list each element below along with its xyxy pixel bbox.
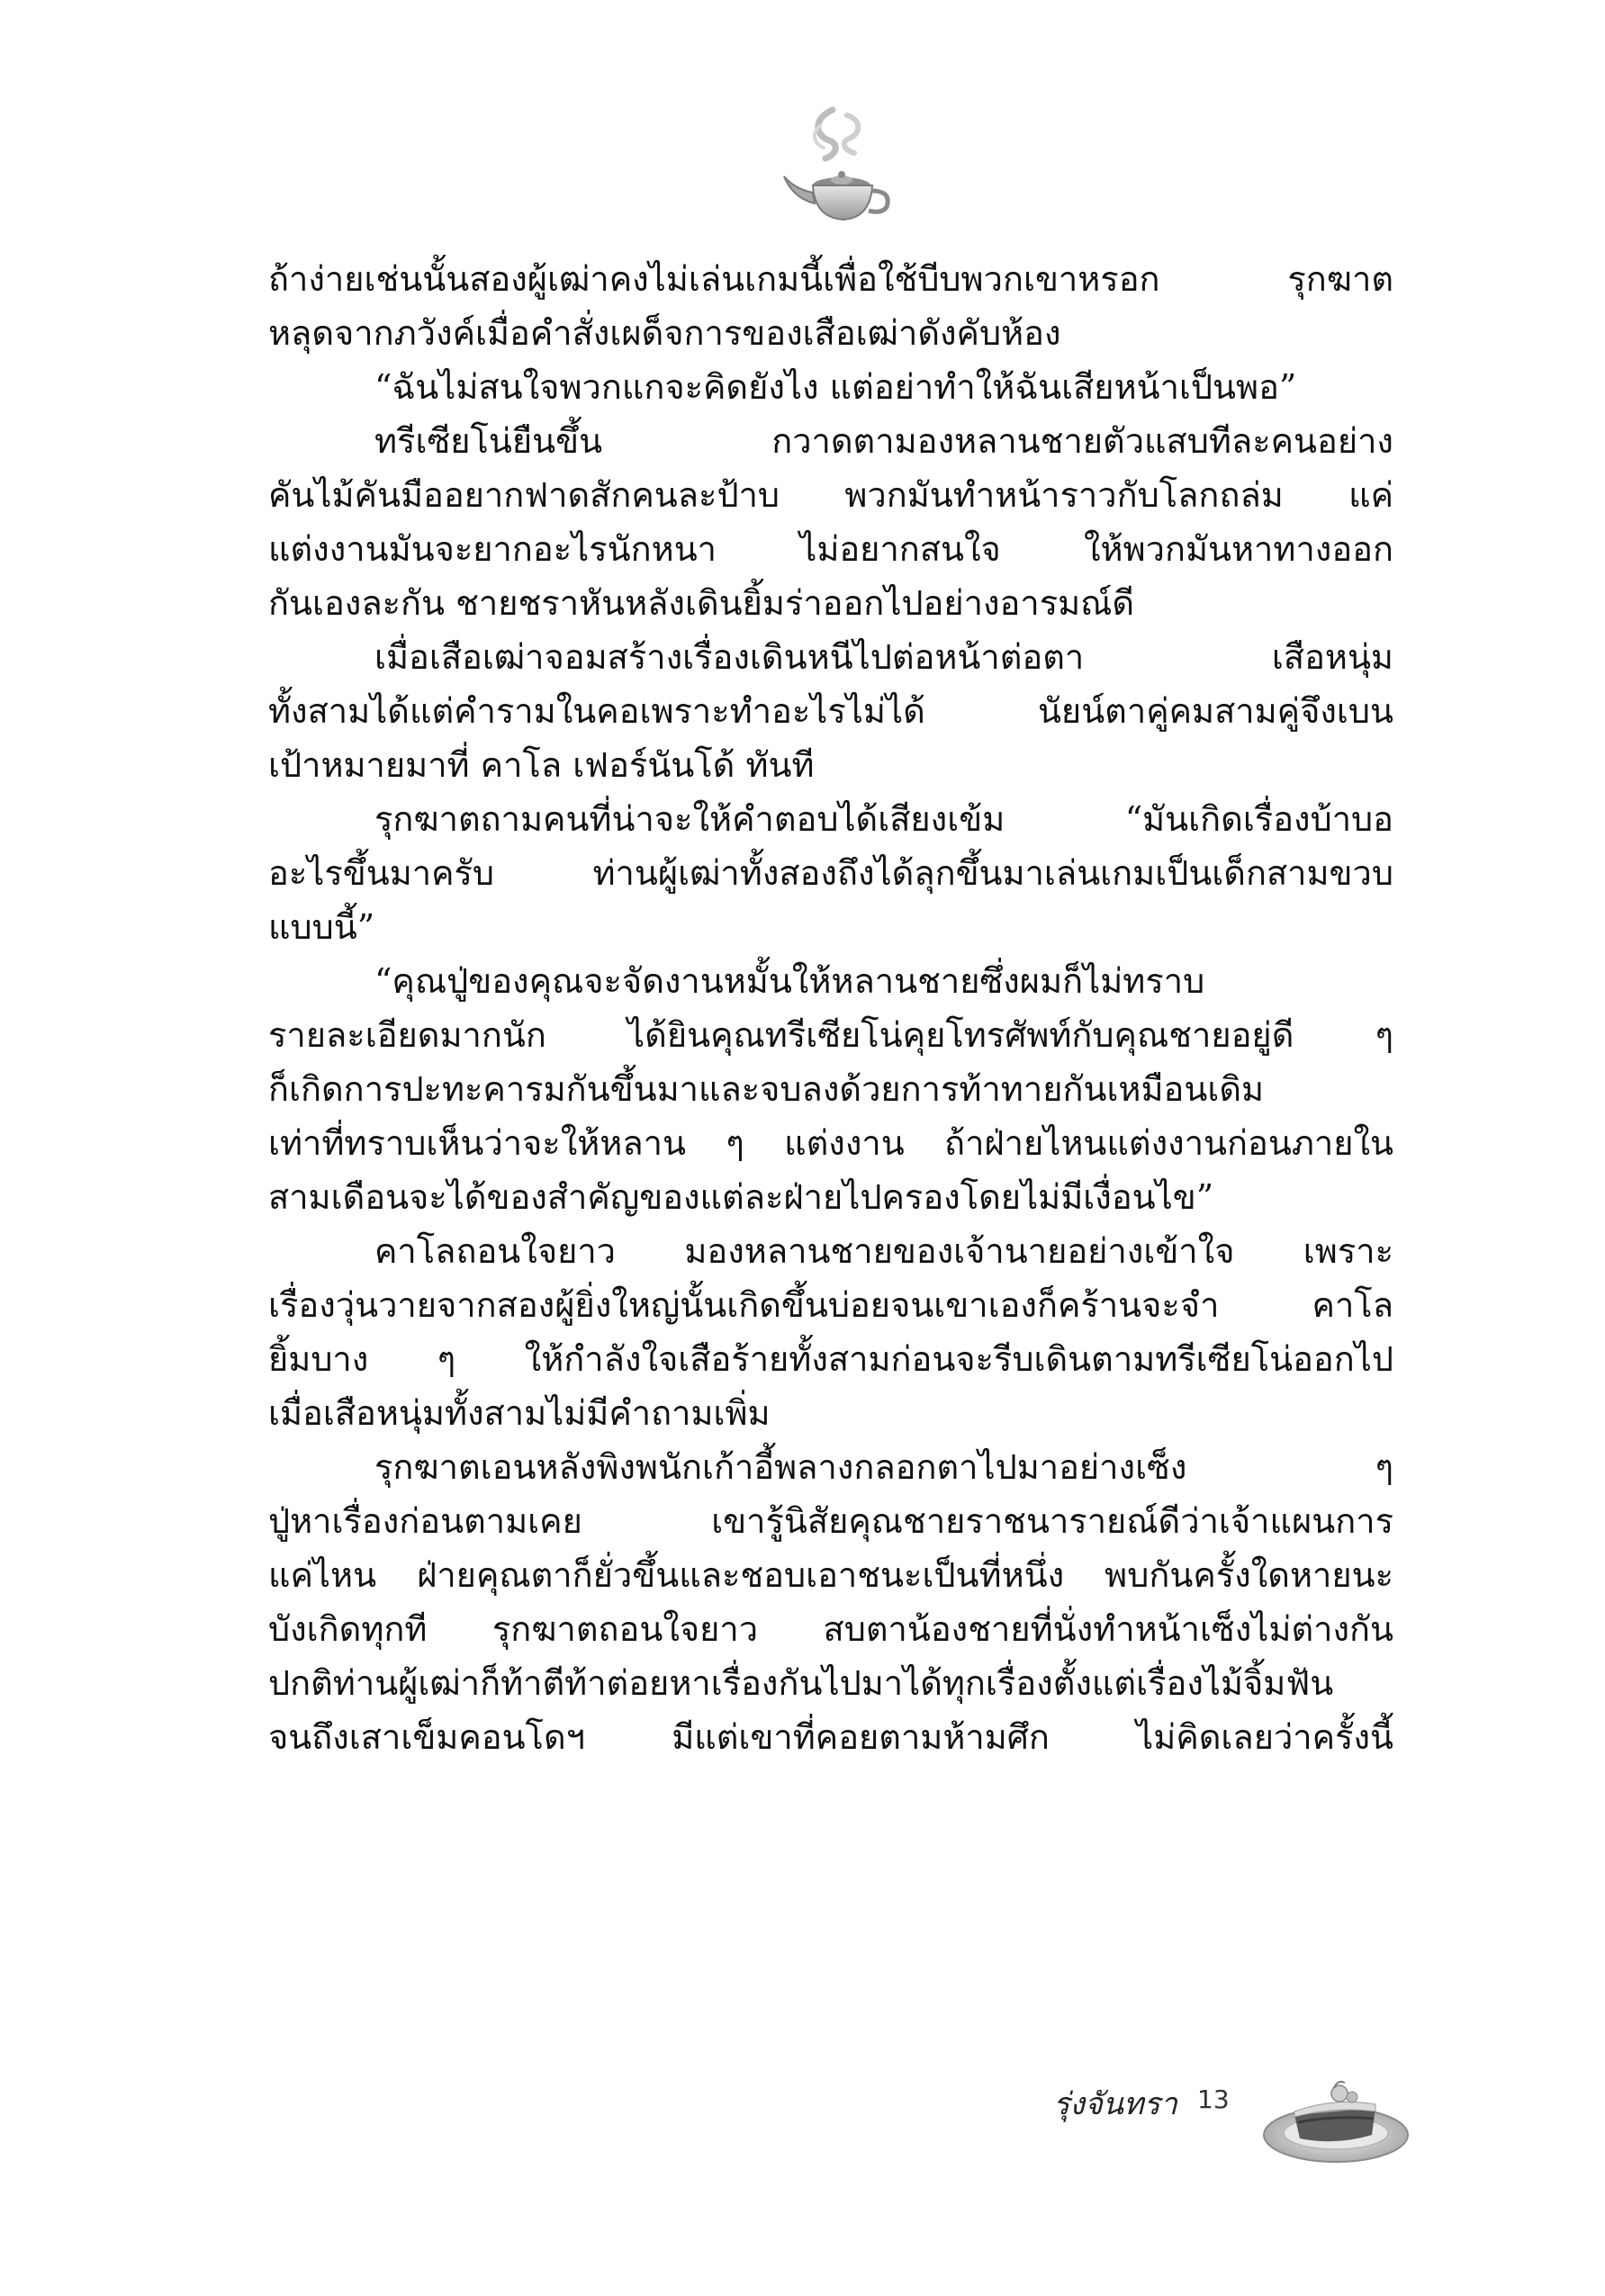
page-number: 13 <box>1197 2084 1230 2114</box>
text-line: เรื่องวุ่นวายจากสองผู้ยิ่งใหญ่นั้นเกิดขึ้นบ่อยจนเขาเองก็คร้านจะจำ คาโล <box>268 1285 1393 1325</box>
text-line: ถ้าง่ายเช่นนั้นสองผู้เฒ่าคงไม่เล่นเกมนี้เพื่อใช้บีบพวกเขาหรอก รุกฆาต <box>268 259 1393 299</box>
text-line: หลุดจากภวังค์เมื่อคำสั่งเผด็จการของเสือเฒ่าดังคับห้อง <box>268 313 1061 353</box>
text-line: สามเดือนจะได้ของสำคัญของแต่ละฝ่ายไปครองโดยไม่มีเงื่อนไข” <box>268 1177 1214 1217</box>
text-line: กันเองละกัน ชายชราหันหลังเดินยิ้มร่าออกไปอย่างอารมณ์ดี <box>268 583 1135 623</box>
text-line: ทั้งสามได้แต่คำรามในคอเพราะทำอะไรไม่ได้ นัยน์ตาคู่คมสามคู่จึงเบน <box>268 691 1393 731</box>
text-line: แค่ไหน ฝ่ายคุณตาก็ยั่วขึ้นและชอบเอาชนะเป็นที่หนึ่ง พบกันครั้งใดหายนะ <box>268 1555 1393 1595</box>
text-line: บังเกิดทุกที รุกฆาตถอนใจยาว สบตาน้องชายที่นั่งทำหน้าเซ็งไม่ต่างกัน <box>268 1609 1393 1649</box>
text-line: เท่าที่ทราบเห็นว่าจะให้หลาน ๆ แต่งงาน ถ้าฝ่ายไหนแต่งงานก่อนภายใน <box>268 1123 1393 1163</box>
text-line: รุกฆาตถามคนที่น่าจะให้คำตอบได้เสียงเข้ม “มันเกิดเรื่องบ้าบอ <box>374 799 1393 839</box>
page-footer <box>1053 2061 1431 2169</box>
text-line: คันไม้คันมืออยากฟาดสักคนละป้าบ พวกมันทำหน้าราวกับโลกถล่ม แค่ <box>268 475 1393 515</box>
text-line: ทรีเซียโน่ยืนขึ้น กวาดตามองหลานชายตัวแสบทีละคนอย่าง <box>374 421 1393 461</box>
text-line: ปู่หาเรื่องก่อนตามเคย เขารู้นิสัยคุณชายราชนารายณ์ดีว่าเจ้าแผนการ <box>268 1501 1393 1541</box>
text-line: เป้าหมายมาที่ คาโล เฟอร์นันโด้ ทันที <box>268 745 815 785</box>
text-line: แต่งงานมันจะยากอะไรนักหนา ไม่อยากสนใจ ให้พวกมันหาทางออก <box>268 529 1393 569</box>
text-line: คาโลถอนใจยาว มองหลานชายของเจ้านายอย่างเข้าใจ เพราะ <box>374 1231 1393 1271</box>
text-line: รายละเอียดมากนัก ได้ยินคุณทรีเซียโน่คุยโทรศัพท์กับคุณชายอยู่ดี ๆ <box>268 1015 1393 1055</box>
story-text <box>268 252 1393 1764</box>
text-line: ยิ้มบาง ๆ ให้กำลังใจเสือร้ายทั้งสามก่อนจะรีบเดินตามทรีเซียโน่ออกไป <box>268 1339 1393 1379</box>
text-line: “คุณปู่ของคุณจะจัดงานหมั้นให้หลานชายซึ่งผมก็ไม่ทราบ <box>374 961 1205 1001</box>
text-line: ปกติท่านผู้เฒ่าก็ท้าตีท้าต่อยหาเรื่องกันไปมาได้ทุกเรื่องตั้งแต่เรื่องไม้จิ้มฟัน <box>268 1663 1334 1703</box>
text-line: “ฉันไม่สนใจพวกแกจะคิดยังไง แต่อย่าทำให้ฉันเสียหน้าเป็นพอ” <box>374 367 1297 407</box>
text-line: รุกฆาตเอนหลังพิงพนักเก้าอี้พลางกลอกตาไปมาอย่างเซ็ง ๆ <box>374 1447 1393 1487</box>
text-line: ก็เกิดการปะทะคารมกันขึ้นมาและจบลงด้วยการท้าทายกันเหมือนเดิม <box>268 1069 1265 1109</box>
teapot-steam-icon <box>770 99 905 234</box>
text-line: จนถึงเสาเข็มคอนโดฯ มีแต่เขาที่คอยตามห้ามศึก ไม่คิดเลยว่าครั้งนี้ <box>268 1717 1393 1757</box>
text-line: แบบนี้” <box>268 907 375 947</box>
text-line: อะไรขึ้นมาครับ ท่านผู้เฒ่าทั้งสองถึงได้ลุกขึ้นมาเล่นเกมเป็นเด็กสามขวบ <box>268 853 1393 893</box>
author-name: รุ่งจันทรา <box>1053 2086 1177 2122</box>
cake-slice-icon <box>1258 2061 1411 2169</box>
text-line: เมื่อเสือหนุ่มทั้งสามไม่มีคำถามเพิ่ม <box>268 1393 771 1433</box>
text-line: เมื่อเสือเฒ่าจอมสร้างเรื่องเดินหนีไปต่อหน้าต่อตา เสือหนุ่ม <box>374 637 1393 677</box>
